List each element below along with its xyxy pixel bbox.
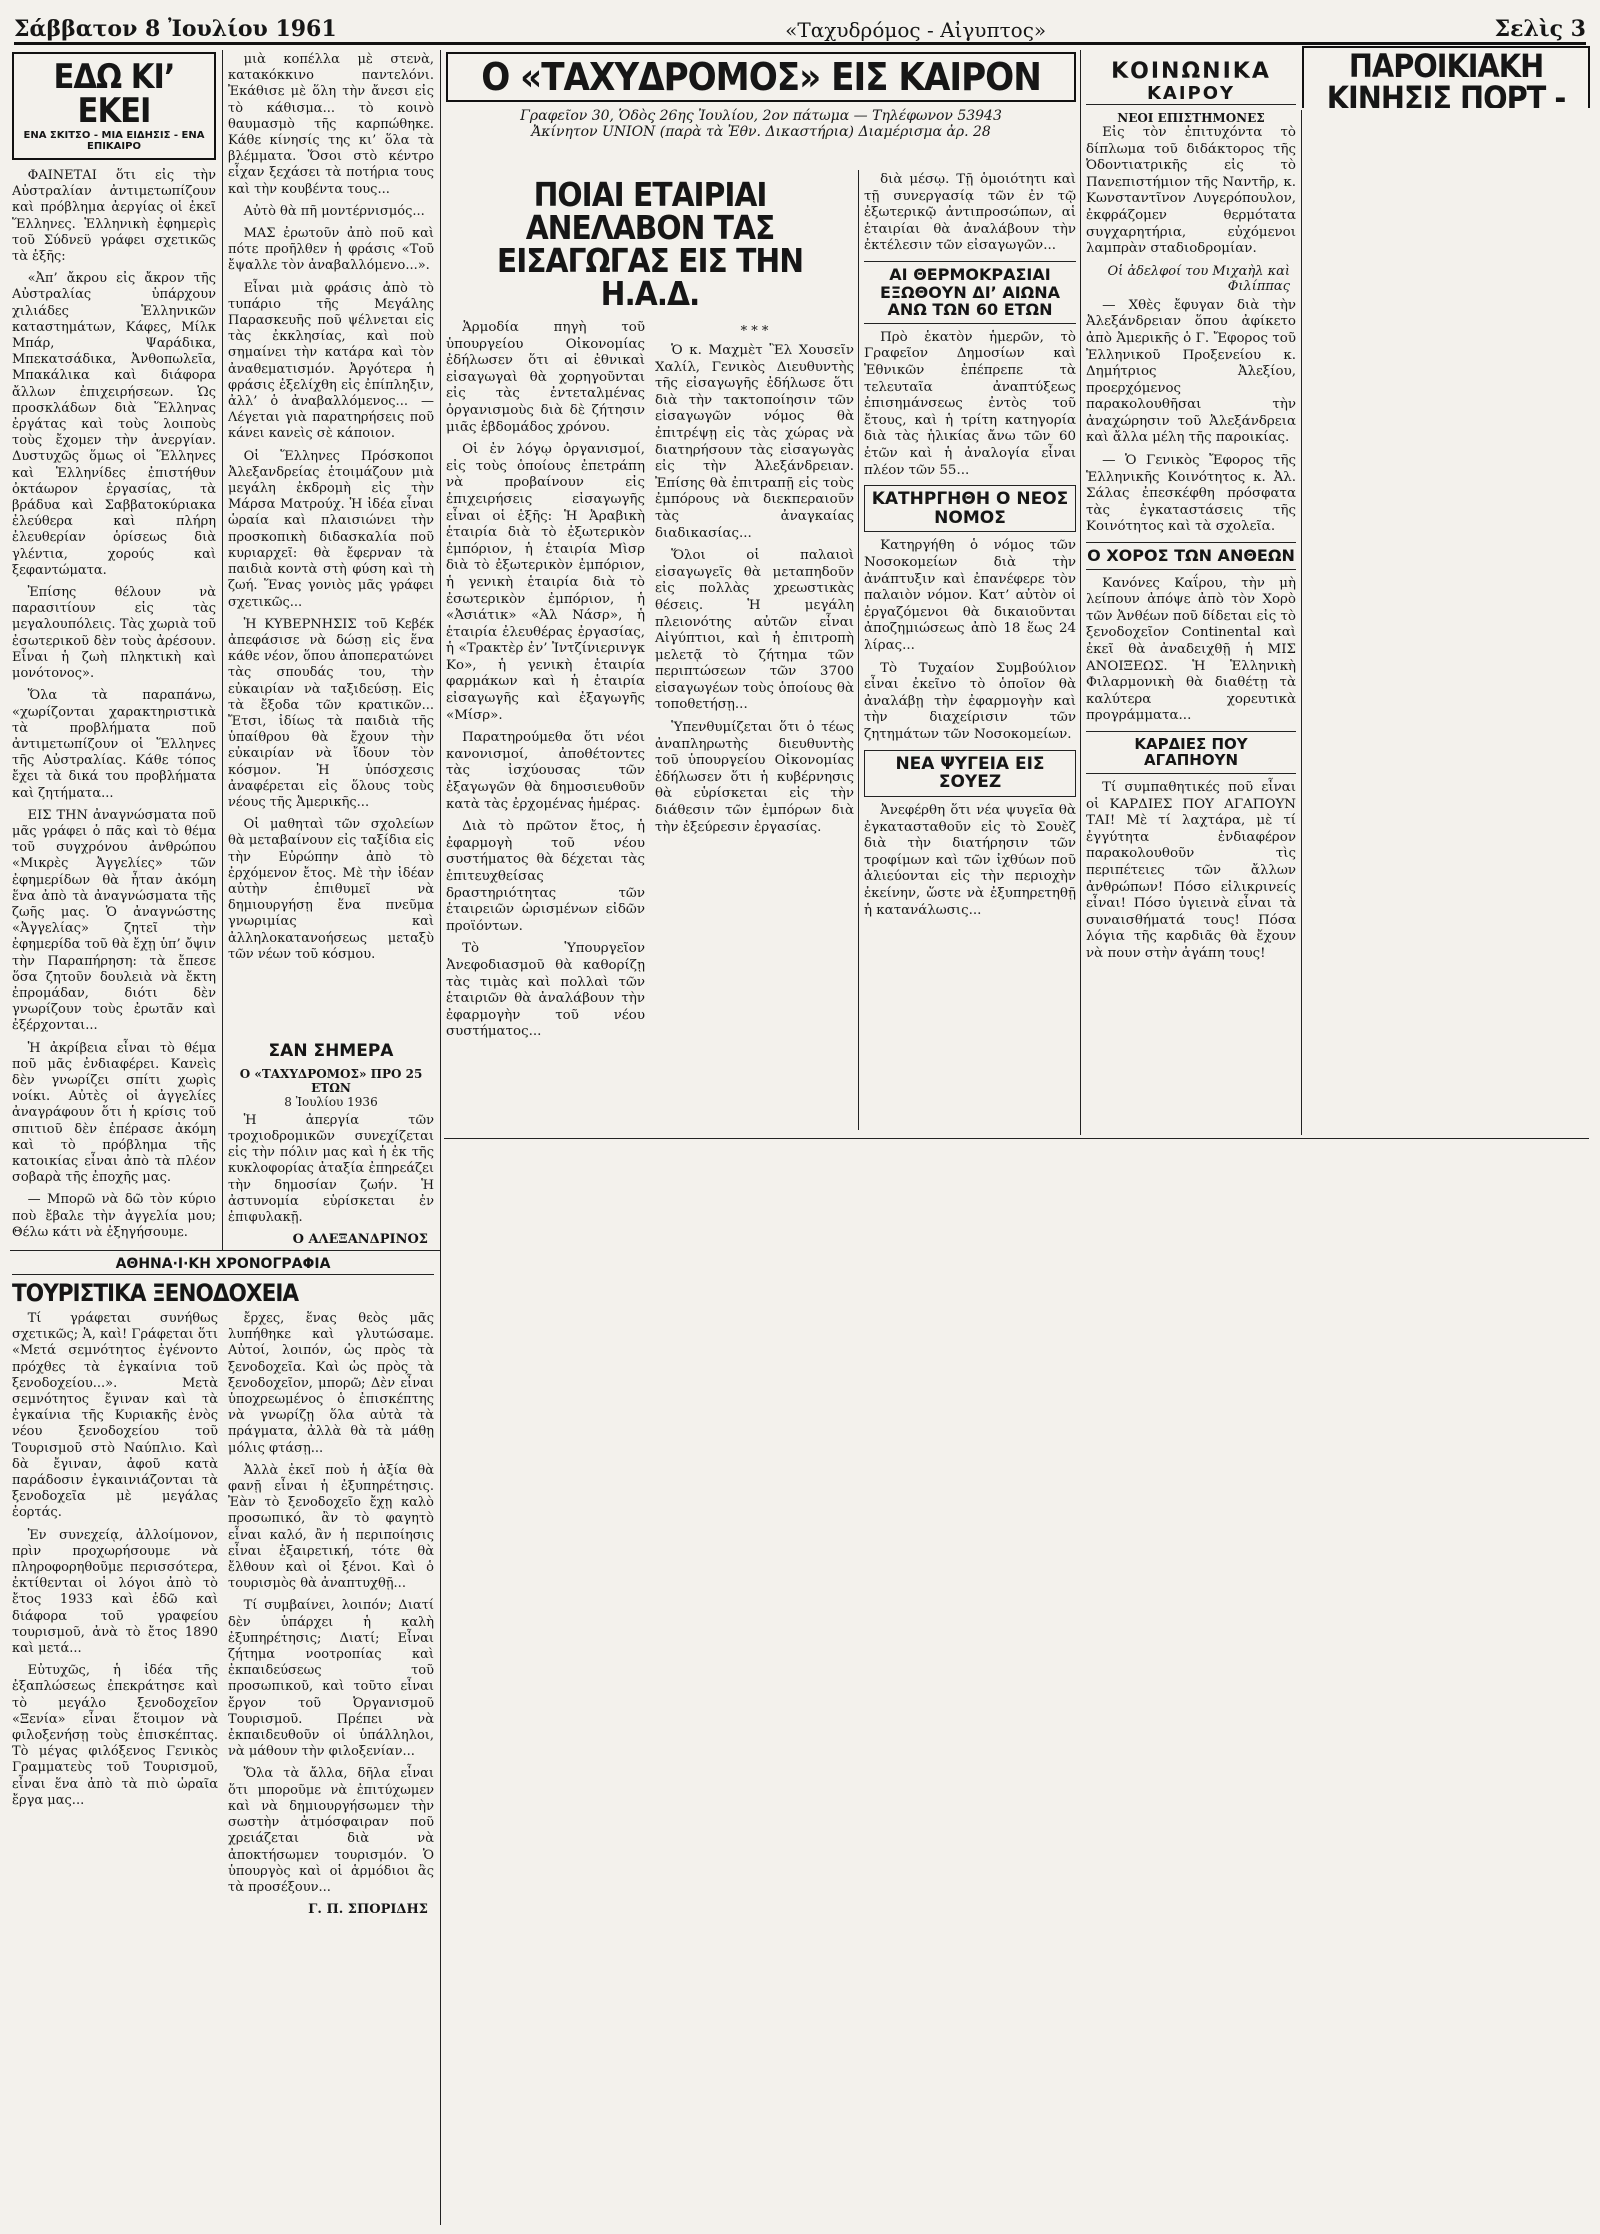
paragraph: Τί γράφεται συνήθως σχετικῶς; Ἁ, καὶ! Γράφεται ὅτι «Μετά σεμνότητος ἐγένοντο πρόχθες τὰ ἐγκαίνια τοῦ ξενοδοχείου...». Μετὰ σεμνότητος ἔγιναν καὶ τὰ ἐγκαίνια τῆς Κυριακῆς ἑνὸς νέου ξενοδοχείου τοῦ Τουρισμοῦ στὸ Ναύπλιο. Καὶ δὰ ἔγιναν, ἀφοῦ κατὰ παράδοσιν ἐγκαινιάζονται τὰ ξενοδοχεῖα μὲ μεγάλας ἐορτάς.: [12, 1311, 218, 1521]
paragraph: ἔρχες, ἕνας θεὸς μᾶς λυπήθηκε καὶ γλυτώσαμε. Αὐτοί, λοιπόν, ὡς πρὸς τὰ ξενοδοχεῖα. Καὶ ὡς πρὸς τὰ ξενοδοχεῖον, μπορῶ; Δὲν εἶναι ὑποχρεωμένος ὁ ἐπισκέπτης νὰ γνωρίζῃ ὅλα αὐτὰ τὰ πράγματα, ἀλλὰ θὰ τὰ μάθῃ μόλις φτάσῃ...: [228, 1311, 434, 1456]
social-column: [1086, 60, 1296, 1132]
page-number: Σελὶς 3: [1494, 16, 1586, 42]
paragraph: — Ὁ Γενικὸς Ἔφορος τῆς Ἑλληνικῆς Κοινότητος κ. Ἀλ. Σάλας ἐπεσκέφθη πρόσφατα τὰς ἐγκαταστάσεις τῆς Κοινότητος καὶ τὰ σχολεῖα.: [1086, 453, 1296, 535]
paragraph: Κατηργήθη ὁ νόμος τῶν Νοσοκομείων διὰ τὴν ἀνάπτυξιν καὶ ἐπανέφερε τὸν παλαιὸν νόμον. Κατ’ αὐτὸν οἱ ἐργαζόμενοι θὰ δικαιοῦνται ἀποζημιώσεως ἀπὸ 18 ἕως 24 λίρας...: [864, 538, 1076, 654]
paragraph: Τὸ Τυχαίον Συμβούλιον εἶναι ἐκεῖνο τὸ ὁποῖον θὰ ἀναλάβῃ τὴν ἐφαρμογὴν καὶ τὴν διαχείρισιν τῶν ζητημάτων τῶν Νοσοκομείων.: [864, 660, 1076, 742]
paragraph: — Χθὲς ἔφυγαν διὰ τὴν Ἀλεξάνδρειαν ὅπου ἀφίκετο ἀπὸ Ἀμερικῆς ὁ Γ. Ἔφορος τοῦ Ἐλληνικοῦ Προξενείου κ. Δημήτριος Ἀλεξίου, προερχόμενος παρακολουθῆσαι τὴν ἀναχώρησιν τοῦ Ἀλεξάνδρεια καὶ ἄλλα μέλη τῆς παροικίας.: [1086, 297, 1296, 446]
paragraph: Αὐτὸ θὰ πῆ μοντέρνισμός...: [243, 203, 425, 219]
hearts-head: ΚΑΡΔΙΕΣ ΠΟΥ ΑΓΑΠΗΟΥΝ: [1086, 731, 1296, 774]
social-title: ΚΟΙΝΩΝΙΚΑ: [1111, 60, 1271, 84]
column-rule: [858, 170, 859, 1130]
column-rule: [1301, 110, 1302, 1135]
paper-name: «Ταχυδρόμος - Αἰγυπτος»: [785, 18, 1047, 42]
port-said-header: [1084, 46, 1590, 108]
paragraph: Κανόνες Καΐρου, τὴν μὴ λείπουν ἀπόψε ἀπὸ τὸν Χορὸ τῶν Ἀνθέων ποῦ δίδεται εἰς τὸ ξενοδοχεῖον Continental καὶ ἐκεῖ θὰ ἀναδειχθῇ ἡ ΜΙΣ ΑΝΟΙΞΕΩΣ. Ἡ Ἑλληνικὴ Φιλαρμονικὴ θὰ διαθέτῃ τὰ καλύτερα χορευτικὰ προγράμματα...: [1086, 575, 1296, 724]
paragraph: Πρὸ ἑκατὸν ἡμερῶν, τὸ Γραφεῖον Δημοσίων καὶ Ἐθνικῶν ἐπέπρεπε τὰ τελευταῖα ἀναπτύξεως ἐπισημάνσεως ἐντὸς τοῦ ἔτους, καὶ ἡ τρίτη κατηγορία διὰ τὰς ἡλικίας ἄνω τῶν 60 ἐτῶν καὶ ἡ ἀναλογία εἶναι πλέον τῶν 55...: [864, 329, 1076, 478]
paragraph: Τί συμπαθητικές ποῦ εἶναι οἱ ΚΑΡΔΙΕΣ ΠΟΥ ΑΓΑΠΟΥΝ ΤΑΙ! Μὲ τί λαχτάρα, μὲ τί ἐγγύτητα ἐνδιαφέρον παρακολουθοῦν τὶς περιπέτειες τῶν ἄλλων ἀνθρώπων! Πόσο εἰλικρινείς εἶναι! Πόσο ὑγιεινὰ εἶναι τὰ συναισθήματά τους! Πόσα λόγια τῆς καρδιᾶς θὰ ἔχουν νὰ πουν στὴν ἀγάπη τους!: [1086, 779, 1296, 961]
thermo-headline: ΑΙ ΘΕΡΜΟΚΡΑΣΙΑΙ ΕΞΩΘΟΥΝ ΔΙ’ ΑΙΩΝΑ ΑΝΩ ΤΩΝ 60 ΕΤΩΝ: [864, 261, 1076, 324]
paragraph: Ὅλοι οἱ παλαιοὶ εἰσαγωγεῖς θὰ μεταπηδοῦν εἰς πολλὰς χρεωστικὰς θέσεις. Ἡ μεγάλη πλειονότης αὐτῶν εἶναι Αἰγύπτιοι, καὶ ἡ ἐπιτροπὴ μελετᾷ τὸ ζήτημα τῶν περιπτώσεων τῶν 3700 εἰσαγωγέων τοὺς ὁποίους θὰ τοποθετήσῃ...: [655, 548, 854, 713]
paragraph: Οἱ ἐν λόγῳ ὀργανισμοί, εἰς τοὺς ὁποίους ἐπετράπη νὰ προβαίνουν εἰς ἐπιχειρήσεις εἰσαγωγῆς εἶναι οἱ ἑξῆς: Ἡ Ἀραβικὴ ἑταιρία διὰ τὸ ἐξωτερικὸν ἐμπόριον, ἡ ἑταιρία Μὶσρ διὰ τὸ ἐξωτερικὸν ἐμπόριον, ἡ γενικὴ ἑταιρία διὰ τὸ ἐσωτερικὸν ἐμπόριον, ἡ «Ἀσιάτικ» «Ἀλ Νάσρ», ἡ ἑταιρία ἐλευθέρας ἐργασίας, ἡ «Τρακτὲρ ἐν’ Ἰντζίνιερινγκ Κο», ἡ γενικὴ ἑταιρία φαρμάκων καὶ ἡ ἑταιρία εἰσαγωγῆς καὶ ἐξαγωγῆς «Μίσρ».: [446, 442, 645, 723]
port-said-title-box: [1302, 46, 1590, 108]
katirgithi-headline: ΚΑΤΗΡΓΗΘΗ Ο ΝΕΟΣ ΝΟΜΟΣ: [864, 485, 1076, 532]
paragraph: Εὐτυχῶς, ἡ ἰδέα τῆς ἐξαπλώσεως ἐπεκράτησε καὶ τὸ μεγάλο ξενοδοχεῖον «Ξενία» εἶναι ἕτοιμον νὰ φιλοξενήσῃ τοὺς ἐπισκέπτας. Τὸ μέγας φιλόξενος Γενικὸς Γραμματεὺς τοῦ Τουρισμοῦ, εἶναι ἕνα ἀπὸ τὰ πιὸ ὡραῖα ἔργα μας...: [12, 1663, 218, 1808]
paragraph: Ὑπενθυμίζεται ὅτι ὁ τέως ἀναπληρωτὴς διευθυντὴς τοῦ ὑπουργείου Οἰκονομίας ἐδήλωσεν ὅτι ἡ κυβέρνησις θὰ εὑρίσκεται εἰς τὴν διάθεσιν τῶν ἐμπόρων διὰ τὴν ἐξεύρεσιν ἐργασίας.: [655, 720, 854, 835]
chronicle-signature: Γ. Π. ΣΠΟΡΙΔΗΣ: [308, 1902, 428, 1918]
paragraph: Ἁρμοδία πηγὴ τοῦ ὑπουργείου Οἰκονομίας ἐδήλωσεν ὅτι αἱ ἐθνικαὶ εἰσαγωγαὶ θὰ χορηγοῦνται εἰς τὰς ἐντεταλμένας ὀργανισμοὺς διὰ δὲ ζήτησιν μιᾶς ἑβδομάδος χρόνου.: [446, 320, 645, 435]
edo-ki-ekei-box: [12, 52, 216, 160]
office-address: Γραφεῖον 30, Ὁδὸς 26ης Ἰουλίου, 2ον πάτωμα — Τηλέφωνον 53943: [520, 108, 1002, 124]
edo-ki-ekei-title: ΕΔΩ ΚΙ’ ΕΚΕΙ: [53, 57, 175, 131]
separator-stars: * * *: [740, 324, 769, 339]
paragraph: Τί συμβαίνει, λοιπόν; Διατί δὲν ὑπάρχει ἡ καλὴ ἐξυπηρέτησις; Διατί; Εἶναι ζήτημα νοοτροπίας καὶ ἐκπαιδεύσεως τοῦ προσωπικοῦ, καὶ τοῦτο εἶναι ἔργον τοῦ Ὀργανισμοῦ Τουρισμοῦ. Πρέπει νὰ ἐκπαιδευθοῦν οἱ ὑπάλληλοι, νὰ μάθουν τὴν φιλοξενίαν...: [228, 1598, 434, 1760]
paragraph: ΦΑΙΝΕΤΑΙ ὅτι εἰς τὴν Αὐστραλίαν ἀντιμετωπίζουν καὶ πρόβλημα ἀεργίας οἱ ἐκεῖ Ἕλληνες. Ἑλληνικὴ ἐφημερὶς τοῦ Σύδνεϋ γράφει σχετικῶς τὰ ἑξῆς:: [12, 168, 216, 265]
paragraph: Ἀνεφέρθη ὅτι νέα ψυγεῖα θὰ ἐγκατασταθοῦν εἰς τὸ Σουὲζ διὰ τὴν διατήρησιν τῶν τροφίμων καὶ τῶν ἰχθύων ποῦ ἀλιεύονται εἰς τὴν περιοχὴν ἐκείνην, ὥστε νὰ ἐξυπηρετηθῇ ἡ κατανάλωσις...: [864, 802, 1076, 918]
chronicle-title: ΤΟΥΡΙΣΤΙΚΑ ΞΕΝΟΔΟΧΕΙΑ: [12, 1279, 299, 1307]
paragraph: ΜΑΣ ἐρωτοῦν ἀπὸ ποῦ καὶ πότε προῆλθεν ἡ φράσις «Τοῦ ἔψαλλε τὸν ἀναβαλλόμενο...».: [228, 226, 434, 274]
anniversary-date: 8 Ἰουλίου 1936: [284, 1094, 378, 1109]
paragraph-signature: Οἱ ἀδελφοί του Μιχαὴλ καὶ Φιλίππας: [1107, 263, 1290, 294]
column-rule: [222, 50, 223, 1250]
chronicle-header: ΑΘΗΝΑ·Ι·ΚΗ ΧΡΟΝΟΓΡΑΦΙΑ: [12, 1256, 434, 1275]
cairo-title: Ο «ΤΑΧΥΔΡΟΜΟΣ» ΕΙΣ ΚΑΙΡΟΝ: [481, 55, 1041, 99]
paragraph: Οἱ μαθηταὶ τῶν σχολείων θὰ μεταβαίνουν εἰς ταξίδια εἰς τὴν Εὐρώπην ἀπὸ τὸ ἐρχόμενον ἔτος. Μὲ τὴν ἰδέαν αὐτὴν ἐπιθυμεῖ νὰ δημιουργήσῃ ἕνα πνεῦμα γνωριμίας καὶ ἀλληλοκατανοήσεως μεταξὺ τῶν νέων τοῦ κόσμου.: [228, 817, 434, 962]
paragraph: διὰ μέσῳ. Τῇ ὁμοιότητι καὶ τῇ συνεργασίᾳ τῶν ἐν τῷ ἐξωτερικῷ ἀντιπροσώπων, αἱ ἑταιρίαι θὰ ἀναλάβουν τὴν ἐκτέλεσιν τῶν εἰσαγωγῶν...: [864, 172, 1076, 254]
paragraph: «Ἀπ’ ἄκρου εἰς ἄκρον τῆς Αὐστραλίας ὑπάρχουν χιλιάδες Ἑλληνικῶν καταστημάτων, Κάφες, Μίλκ Μπάρ, Ψαράδικα, Μπεκατσάδικα, Ἀνθοπωλεῖα, Μπακάλικα καὶ διάφορα ἄλλων ἐπιχειρήσεων. Ὡς προσκλάδων διὰ Ἕλληνας ἐργάτας καὶ τοὺς λοιποὺς τοὺς ἔχομεν τὴν ἀνεργίαν. Δυστυχῶς ὅμως οἱ Ἕλληνες καὶ Ἑλληνίδες ἐπιστήθυν ὀκτάωρον ἐργασίας, τὰ βράδυα καὶ Σαββατοκύριακα ἐλεύθερα καὶ πλήρη ἐλευθερίαν ὁρίσεως διὰ γλέντια, χορούς καὶ ξεφαντώματα.: [12, 271, 216, 578]
dialogue: — Μπορῶ νὰ δῶ τὸν κύριο ποὺ ἔβαλε τὴν ἀγγελία μου; Θέλω κάτι νὰ ἐξηγήσουμε.: [12, 1192, 216, 1240]
paragraph: Παρατηρούμεθα ὅτι νέοι κανονισμοί, ἀποθέτοντες τὰς ἰσχύουσας τῶν ἐξαγωγῶν θὰ δημοσιευθοῦν κατὰ τὰς ἐρχομένας ἡμέρας.: [446, 730, 645, 812]
paragraph: Ὁ κ. Μαχμὲτ Ἒλ Χουσεῖν Χαλίλ, Γενικὸς Διευθυντὴς τῆς εἰσαγωγῆς ἐδήλωσε ὅτι διὰ τὴν τακτοποίησιν τῶν εἰσαγωγῶν νόμος θὰ ἐπιτρέψῃ εἰς τὰς χώρας νὰ διατηρήσουν τὰς εἰσαγωγὰς εἰς τὴν Ἀλεξάνδρειαν. Ἐπίσης θὰ ἐπιτραπῇ εἰς τοὺς ἐμπόρους νὰ διεκπεραιοῦν τὰς ἀναγκαίας διαδικασίας...: [655, 343, 854, 541]
port-said-content: [1306, 112, 1586, 1132]
athens-chronicle: [12, 1256, 434, 2226]
paragraph: Διὰ τὸ πρῶτον ἔτος, ἡ ἐφαρμογὴ τοῦ νέου συστήματος θὰ δέχεται τὰς ἐπιτευχθείσας δραστηριότητας τῶν ἑταιρειῶν ὡρισμένων εἰδῶν προϊόντων.: [446, 819, 645, 934]
paragraph: Ἐπίσης θέλουν νὰ παρασιτίουν εἰς τὰς μεγαλουπόλεις. Τὰς χωριὰ τοῦ ἐσωτερικοῦ δὲν τοὺς ἀρέσουν. Εἶναι ἡ ζωὴ πληκτικὴ καὶ μονότονος».: [12, 585, 216, 682]
section-rule: [10, 1250, 440, 1251]
paragraph: Τὸ Ὑπουργεῖον Ἀνεφοδιασμοῦ θὰ καθορίζῃ τὰς τιμὰς καὶ πολλαὶ τῶν ἑταιριῶν θὰ ἀναλάβουν τὴν ἐφαρμογὴν τοῦ νέου συστήματος...: [446, 941, 645, 1040]
column-edo-ki-ekei: [12, 52, 216, 1246]
social-subtitle: ΚΑΙΡΟΥ: [1086, 84, 1296, 105]
column-rule: [440, 50, 441, 2225]
paragraph: Ἡ ΚΥΒΕΡΝΗΣΙΣ τοῦ Κεβέκ ἀπεφάσισε νὰ δώσῃ εἰς ἕνα κάθε νέον, ὅπου ἀποπερατώνει τὰς σπουδάς του, τὴν εὐκαιρίαν νὰ ταξιδεύσῃ. Εἰς τὰ ἔξοδα τῶν κρατικῶν... Ἔτσι, ἰδίως τὰ παιδιὰ τῆς ὑπαίθρου θὰ ἔχουν τὴν εὐκαιρίαν νὰ ἴδουν τὸν κόσμον. Ἡ ὑπόσχεσις ἀναφέρεται εἰς ὅλους τοὺς νέους τῆς Ἀμερικῆς...: [228, 616, 434, 810]
fridges-headline: ΝΕΑ ΨΥΓΕΙΑ ΕΙΣ ΣΟΥΕΖ: [864, 750, 1076, 797]
paragraph: Ἐν συνεχείᾳ, ἀλλοίμονον, πρὶν προχωρήσουμε νὰ πληροφορηθοῦμε περισσότερα, ἐκτίθενται οἱ λόγοι ἀπὸ τὸ ἔτος 1933 καὶ ἐδῶ καὶ διάφορα τοῦ γραφείου τουρισμοῦ, ἀνὰ τὸ ἔτος 1890 καὶ μετά...: [12, 1527, 218, 1657]
flower-dance-head: Ο ΧΟΡΟΣ ΤΩΝ ΑΝΘΕΩΝ: [1086, 542, 1296, 570]
cairo-office-header: [446, 52, 1076, 170]
anniversary-subtitle: Ο «ΤΑΧΥΔΡΟΜΟΣ» ΠΡΟ 25 ΕΤΩΝ: [239, 1066, 423, 1095]
edo-ki-ekei-subtitle: ΕΝΑ ΣΚΙΤΣΟ - ΜΙΑ ΕΙΔΗΣΙΣ - ΕΝΑ ΕΠΙΚΑΙΡΟ: [23, 130, 205, 152]
issue-date: Σάββατον 8 Ἰουλίου 1961: [14, 16, 337, 42]
masthead: [14, 8, 1586, 45]
imports-article: [446, 172, 854, 1132]
paragraph: Οἱ Ἕλληνες Πρόσκοποι Ἀλεξανδρείας ἑτοιμάζουν μιὰ μεγάλη ἐκδρομὴ εἰς τὴν Μάρσα Ματρούχ. Ἡ ἰδέα εἶναι ὡραία καὶ πλαισιώνει τὴν προσκοπικὴ διδασκαλία ποῦ κυριαρχεῖ: θὰ ἔφερναν τὰ παιδιὰ κοντὰ στὴ φύση καὶ τὴ ζωή. Ἕνας γονιὸς μᾶς γράφει σχετικῶς...: [228, 448, 434, 610]
paragraph: Ὅλα τὰ ἄλλα, δῆλα εἶναι ὅτι μποροῦμε νὰ ἐπιτύχωμεν καὶ νὰ δημιουργήσωμεν τὴν σωστὴν ἀτμόσφαιραν ποῦ χρειάζεται διὰ νὰ ἀποκτήσωμεν τουρισμόν. Ὁ ὑπουργὸς καὶ οἱ ἁρμόδιοι ἂς τὰ προσέξουν...: [228, 1766, 434, 1895]
paragraph: Εἰς τὸν ἐπιτυχόντα τὸ δίπλωμα τοῦ διδάκτορος τῆς Ὀδοντιατρικῆς εἰς τὸ Πανεπιστήμιον τῆς Ναντῆρ, κ. Κωνσταντῖνον Λυγερόπουλον, ἐκφράζομεν θερμότατα συγχαρητήρια, εὐχόμενοι λαμπρὰν σταδιοδρομίαν.: [1086, 124, 1296, 257]
new-scientists-head: ΝΕΟΙ ΕΠΙΣΤΗΜΟΝΕΣ: [1117, 110, 1265, 125]
paragraph: Ἡ ἀπεργία τῶν τροχιοδρομικῶν συνεχίζεται εἰς τὴν πόλιν μας καὶ ἡ ἐκ τῆς κυκλοφορίας ἀταξία ἐπηρεάζει τὴν δημοσίαν ζωήν. Ἡ ἀστυνομία εὑρίσκεται ἐν ἐπιφυλακῇ.: [228, 1112, 434, 1225]
paragraph: μιὰ κοπέλλα μὲ στενὰ, κατακόκκινο παντελόνι. Ἐκάθισε μὲ ὅλη τὴν ἄνεσι εἰς τὸ κάθισμα... τὸ κοινὸ θαυμασμὸ τῆς καρπώθηκε. Κάθε κίνησίς της κι’ ὅλα τὰ βλέμματα. Ὅσοι στὸ κέντρο εἶχαν ξεχάσει τὰ ποτήρια τους καὶ τὴν κουβέντα τους...: [228, 52, 434, 197]
paragraph: Εἶναι μιὰ φράσις ἀπὸ τὸ τυπάριο τῆς Μεγάλης Παρασκευῆς ποῦ ψέλνεται εἰς τὰς ἐκκλησίας, καὶ ποὺ σημαίνει τὴν κατάρα καὶ τὸν ἀναθεματισμόν. Ἀργότερα ἡ φράσις ἐξελίχθη εἰς ἐπίπληξιν, ἀλλ’ ὁ ἀναβαλλόμενος... — Λέγεται γιὰ παρατηρήσεις ποῦ κάνει κανεὶς σὲ κάποιον.: [228, 280, 434, 442]
paragraph: Ἡ ἀκρίβεια εἶναι τὸ θέμα ποῦ μᾶς ἐνδιαφέρει. Κανεὶς δὲν γνωρίζει σπίτι χωρὶς νοίκι. Αὐτὲς οἱ ἀγγελίες ἀναγράφουν ὅτι ἡ κρίσις τοῦ σπιτιοῦ δὲν ἐπέρασε ἀκόμη καὶ τὸ πρόβλημα τῆς κατοικίας εἶναι ἀπὸ τὰ πλέον σοβαρὰ τῆς ἐποχῆς μας.: [12, 1040, 216, 1186]
paragraph: Ἀλλὰ ἐκεῖ ποὺ ἡ ἀξία θὰ φανῇ εἶναι ἡ ἐξυπηρέτησις. Ἐὰν τὸ ξενοδοχεῖο ἔχῃ καλὸ προσωπικό, ἂν τὸ φαγητὸ εἶναι καλό, ἂν ἡ περιποίησις εἶναι ἐξαιρετική, τότε θὰ ἔλθουν καὶ οἱ ξένοι. Καὶ ὁ τουρισμὸς θὰ ἀναπτυχθῇ...: [228, 1462, 434, 1592]
anniversary-title: ΣΑΝ ΣΗΜΕΡΑ: [268, 1041, 394, 1061]
office-building: Ἀκίνητον UNION (παρὰ τὰ Ἐθν. Δικαστήρια) Διαμέρισμα ἀρ. 28: [531, 124, 991, 140]
paragraph: ΕΙΣ ΤΗΝ ἀναγνώσματα ποῦ μᾶς γράφει ὁ πᾶς καὶ τὸ θέμα τοῦ συγχρόνου ἀνθρώπου «Μικρὲς Ἀγγελίες» τῶν ἐφημερίδων θὰ ἦταν ἀκόμη ἕνα ἀπὸ τὰ ἀναγνώσματα τῆς ζωῆς μας. Ὁ ἀναγνώστης «Ἀγγελίας» ζητεῖ τὴν ἐφημερίδα τοῦ θὰ ἔχῃ ὑπ’ ὄψιν τὴν Παραπήρηση: τὰ ἔπεσε ὅσα ζητοῦν δουλειὰ νὰ ἔκτη ἐπρομάδαν, διότι δὲν γνωρίζουν τοὺς ἐρωτᾶν καὶ ἐξέρχονται...: [12, 807, 216, 1034]
cairo-title-box: [446, 52, 1076, 102]
section-rule: [444, 1138, 1589, 1139]
center-right-column: [864, 172, 1076, 1132]
column-rule: [1080, 50, 1081, 1135]
imports-headline: ΠΟΙΑΙ ΕΤΑΙΡΙΑΙ ΑΝΕΛΑΒΟΝ ΤΑΣ ΕΙΣΑΓΩΓΑΣ ΕΙΣ ΤΗΝ Η.Α.Δ.: [496, 175, 804, 313]
anniversary-signature: Ο ΑΛΕΞΑΝΔΡΙΝΟΣ: [292, 1232, 428, 1244]
anniversary-box: [228, 1040, 434, 1244]
port-said-title: ΠΑΡΟΙΚΙΑΚΗ ΚΙΝΗΣΙΣ ΠΟΡΤ -: [1326, 47, 1566, 108]
paragraph: Ὅλα τὰ παραπάνω, «χωρίζονται χαρακτηριστικὰ τὰ προβλήματα ποῦ ἀντιμετωπίζουν οἱ Ἕλληνες τῆς Αὐστραλίας. Κάθε τόπος ἔχει τὰ δικά του προβλήματα καὶ ζητήματα...: [12, 688, 216, 801]
